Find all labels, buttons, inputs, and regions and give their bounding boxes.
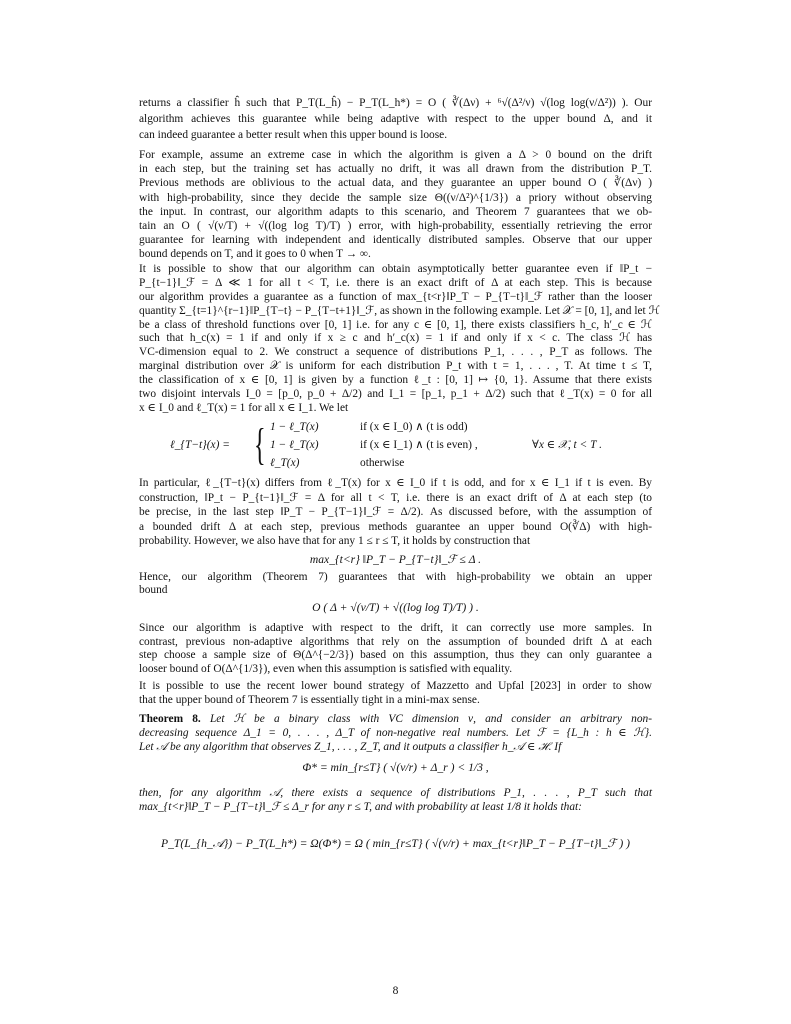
text-line: contrast, previous non-adaptive algorithms that rely on the assumption of bounded drift Δ at each [139, 635, 652, 648]
paragraph-theorem-conclusion [139, 786, 652, 814]
cases-condition: if (x ∈ I_1) ∧ (t is even) , [360, 439, 478, 451]
text-line: bound depends on T, and it goes to 0 when T → ∞. [139, 248, 371, 261]
text-line: It is possible to use the recent lower bound strategy of Mazzetto and Upfal [2023] in order to show [139, 680, 652, 692]
text-line: then, for any algorithm 𝒜, there exists a sequence of distributions P_1, . . . , P_T such that [139, 787, 652, 799]
text-line: the classification of x ∈ [0, 1] is given by a function ℓ_t : [0, 1] ↦ {0, 1}. Assume that there exists [139, 374, 652, 387]
text-line: two disjoint intervals I_0 = [p_0, p_0 + Δ/2) and I_1 = [p_1, p_1 + Δ/2) such that ℓ_T(x) = 0 for all [139, 388, 652, 401]
text-line: bound [139, 584, 168, 596]
paragraph-adaptive [139, 622, 652, 676]
cases-brace: { [254, 420, 266, 469]
text-line: construction, ‖P_t − P_{t−1}‖_ℱ = Δ for all t < T, i.e. there is an exact drift of Δ at each step (to [139, 491, 652, 504]
paragraph-threshold-example [139, 263, 660, 416]
cases-value: 1 − ℓ_T(x) [270, 439, 319, 451]
text-line: that the upper bound of Theorem 7 is essentially tight in a mini-max sense. [139, 693, 480, 706]
theorem-line: Let ℋ be a binary class with VC dimension ν, and consider an arbitrary non- [209, 713, 653, 725]
paragraph-intro-result [139, 95, 652, 143]
text-line: guarantee for learning with independent and identically distributed samples. Observe that our upper [139, 234, 652, 247]
text-line: can indeed guarantee a better result when this upper bound is loose. [139, 129, 448, 141]
text-line: VC-dimension equal to 2. We construct a sequence of distributions P_1, . . . , P_T as follows. The [139, 346, 652, 359]
text-line: looser bound of O(Δ^{1/3}), even when this assumption is satisfied with equality. [139, 662, 513, 675]
text-line: Hence, our algorithm (Theorem 7) guarantees that with high-probability we obtain an upper [139, 571, 652, 583]
text-line: step choose a sample size of Θ(Δ^{−2/3}) based on this assumption, thus they can only guarantee a [139, 649, 652, 661]
cases-value: 1 − ℓ_T(x) [270, 421, 319, 433]
paragraph-lower-bound-strategy [139, 680, 652, 707]
text-line: marginal distribution over 𝒳 is uniform for each distribution P_t with t = 1, . . . , T. At time t ≤ T, [139, 360, 652, 373]
text-line: probability. However, we also have that for any 1 ≤ r ≤ T, it holds by construction that [139, 535, 531, 548]
text-line: algorithm achieves this guarantee while being adaptive with respect to the upper bound Δ, and it [139, 113, 652, 125]
theorem-line: Let 𝒜 be any algorithm that observes Z_1, . . . , Z_T, and it outputs a classifier h_𝒜 ∈ ℋ. If [139, 741, 562, 753]
text-line: max_{t<r}‖P_T − P_{T−t}‖_ℱ ≤ Δ_r for any r ≤ T, and with probability at least 1/8 it holds that: [139, 801, 582, 813]
text-line: our algorithm provides a guarantee as a function of max_{t<r}‖P_T − P_{T−t}‖_ℱ rather than the looser [139, 290, 652, 303]
theorem-line: decreasing sequence Δ_1 = 0, . . . , Δ_T of non-negative real numbers. Let ℱ = {L_h : h ∈ ℋ}. [139, 727, 652, 739]
page-number: 8 [392, 985, 399, 997]
paragraph-example-no-drift [139, 148, 652, 262]
text-line: For example, assume an extreme case in which the algorithm is given a Δ > 0 bound on the drift [139, 149, 652, 161]
text-line: tain an O ( √(ν/T) + √((log log T)/T) ) error, with high-probability, essentially retrieving the error [139, 219, 652, 232]
text-line: x ∈ I_0 and ℓ_T(x) = 1 for all x ∈ I_1. We let [139, 401, 349, 414]
paragraph-construction [139, 476, 652, 549]
text-line: be precise, in the last step ‖P_T − P_{T−1}‖_ℱ = Δ/2). As discussed before, with the assumption of [139, 506, 652, 519]
theorem-8 [139, 712, 652, 754]
theorem-label: Theorem 8. [139, 713, 201, 725]
text-line: returns a classifier ĥ such that P_T(L_ĥ) − P_T(L_h*) = O ( ∛(Δν) + ⁶√(Δ²/ν) √(log log(ν/Δ²)) ). Our [139, 97, 652, 109]
text-line: quantity Σ_{t=1}^{r−1}‖P_{T−t} − P_{T−t+1}‖_ℱ, as shown in the following example. Let 𝒳 = [0, 1], and let ℋ [139, 304, 660, 317]
text-line: Since our algorithm is adaptive with respect to the drift, it can correctly use more samples. In [139, 622, 652, 634]
text-line: Previous methods are oblivious to the actual data, and they guarantee an upper bound O ( ∛(Δν) ) [139, 177, 652, 190]
cases-condition: if (x ∈ I_0) ∧ (t is odd) [360, 421, 468, 433]
cases-lhs: ℓ_{T−t}(x) = [170, 439, 230, 451]
text-line: In particular, ℓ_{T−t}(x) differs from ℓ_T(x) for x ∈ I_0 if t is odd, and for x ∈ I_1 if t is even. By [139, 477, 652, 489]
text-line: such that h_c(x) = 1 if and only if x ≥ c and h′_c(x) = 1 if and only if x < c. The class ℋ has [139, 332, 652, 345]
text-line: with high-probability, since they decide the sample size Θ((ν/Δ²)^{1/3}) a priory without observing [139, 191, 652, 204]
text-line: P_{t−1}‖_ℱ = Δ ≪ 1 for all t < T, i.e. there is an exact drift of Δ at each step. This is because [139, 276, 652, 289]
display-max-bound: max_{t<r} ‖P_T − P_{T−t}‖_ℱ ≤ Δ . [309, 553, 482, 566]
cases-quantifier: ∀x ∈ 𝒳, t < T . [532, 439, 602, 451]
cases-value: ℓ_T(x) [270, 457, 300, 469]
text-line: a bounded drift Δ at each step, previous methods guarantee an upper bound O(∛Δ) with high- [139, 520, 652, 533]
cases-equation [170, 420, 650, 472]
display-upper-bound: O ( Δ + √(ν/T) + √((log log T)/T) ) . [312, 601, 479, 614]
text-line: in each step, but the training set has actually no drift, it was all drawn from the distribution P_T. [139, 163, 652, 176]
text-line: the input. In contrast, our algorithm adapts to this scenario, and Theorem 7 guarantees that we ob- [139, 205, 652, 218]
cases-condition: otherwise [360, 457, 405, 469]
paragraph-hence [139, 571, 652, 597]
display-phi-star: Φ* = min_{r≤T} ( √(ν/r) + Δ_r ) < 1/3 , [302, 761, 489, 774]
text-line: It is possible to show that our algorithm can obtain asymptotically better guarantee even if ‖P_t − [139, 263, 652, 275]
text-line: be a class of threshold functions over [0, 1] i.e. for any c ∈ [0, 1], there exists classifiers h_c, h′_c ∈ ℋ [139, 318, 652, 331]
display-lower-bound: P_T(L_{h_𝒜}) − P_T(L_h*) = Ω(Φ*) = Ω ( min_{r≤T} ( √(ν/r) + max_{t<r}‖P_T − P_{T−t}‖_ℱ ) ) [161, 837, 630, 850]
